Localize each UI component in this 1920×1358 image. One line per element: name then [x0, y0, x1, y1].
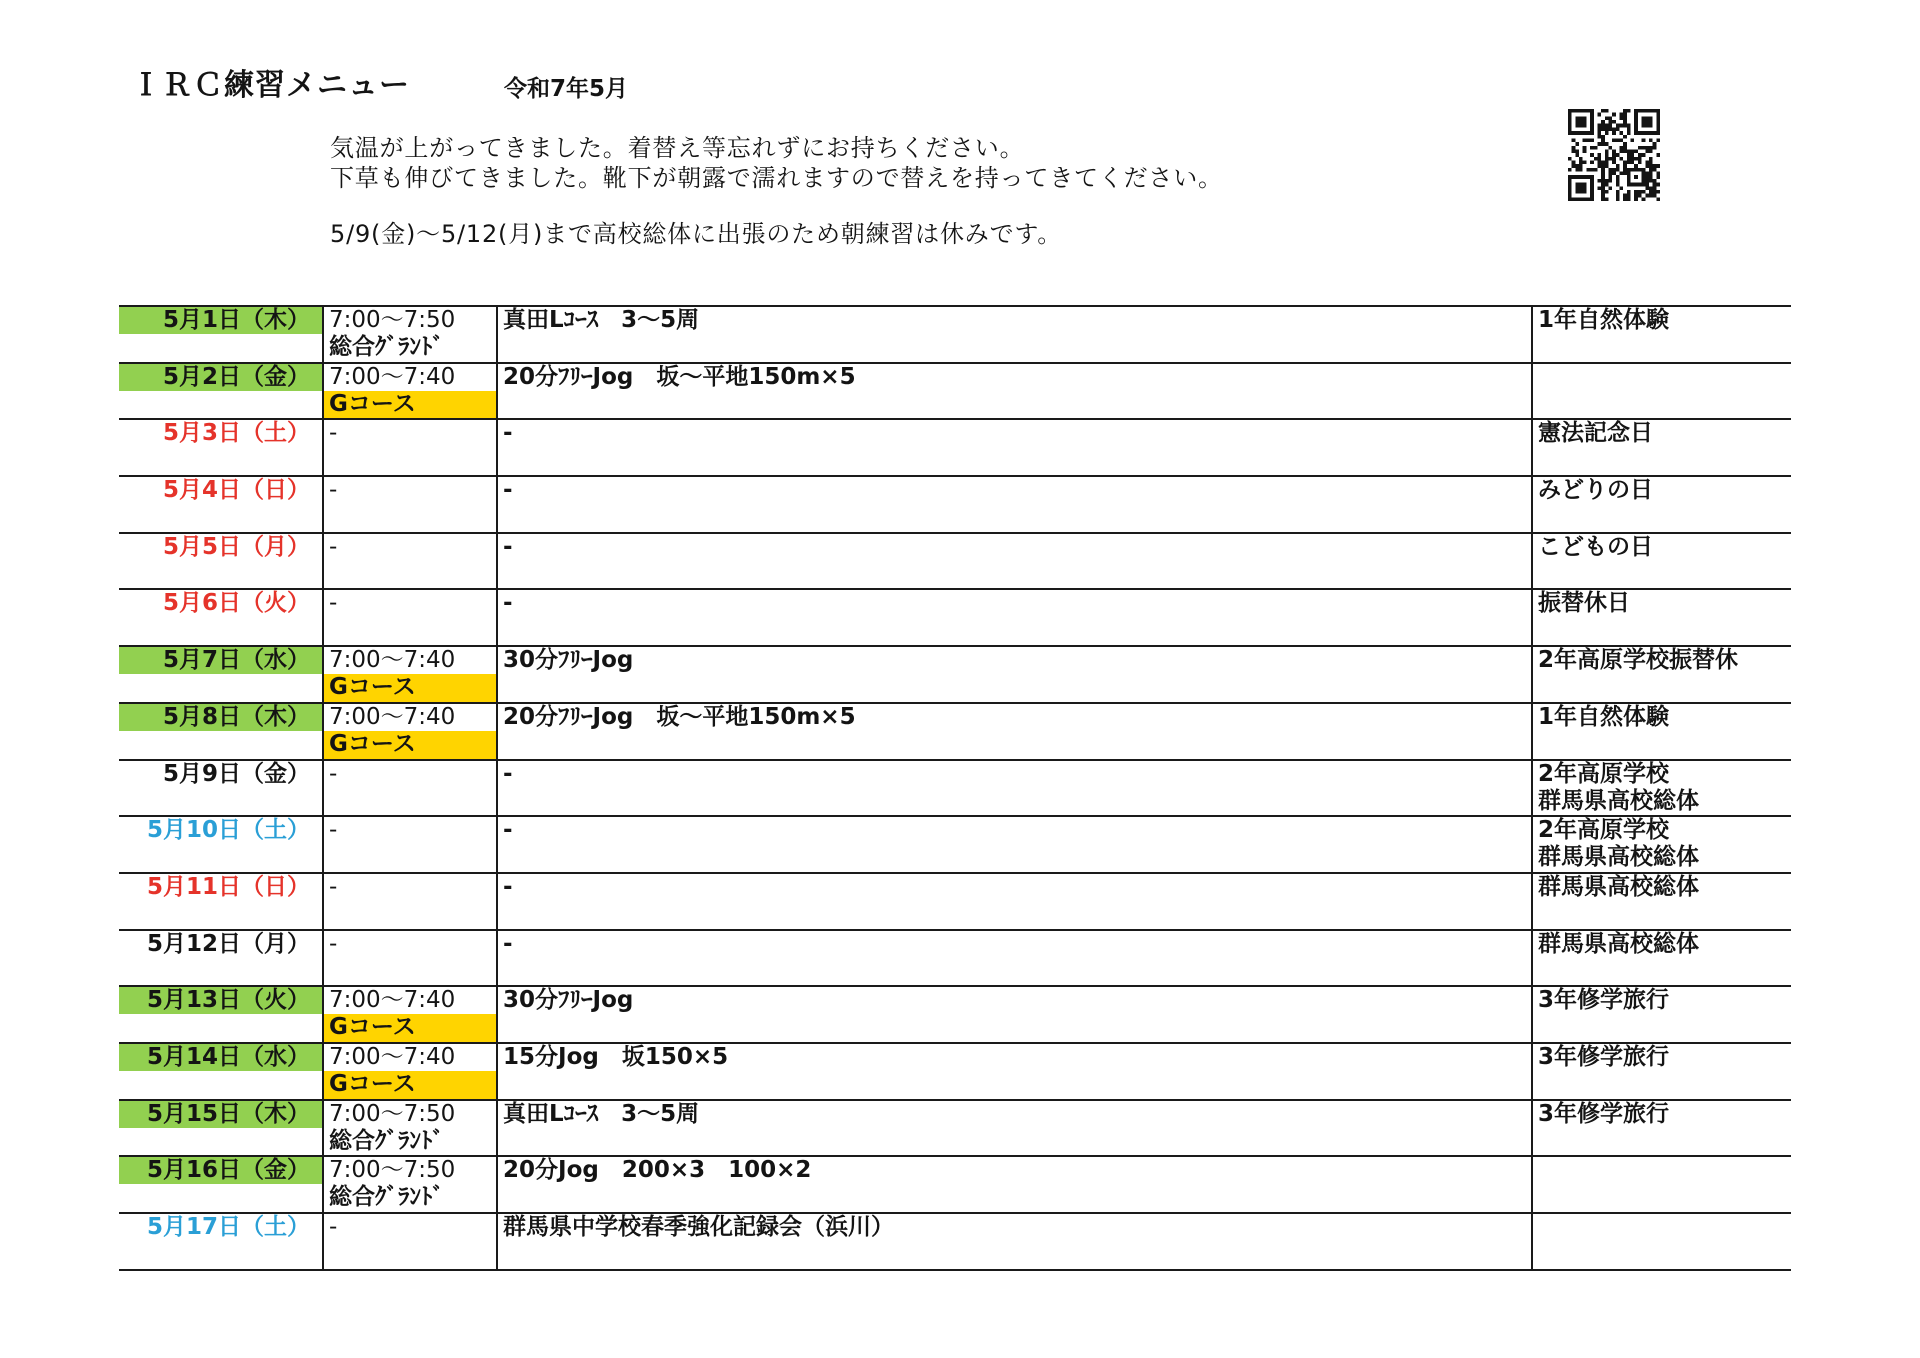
schedule-row: [119, 759, 1791, 816]
time-cell: [322, 364, 496, 419]
time-cell: [322, 534, 496, 589]
menu-label: 30分ﾌﾘｰJog: [503, 647, 634, 674]
schedule-row: [119, 532, 1791, 589]
note-label: こどもの日: [1538, 533, 1653, 560]
time-cell: [322, 704, 496, 759]
place-label: 総合ｸﾞﾗﾝﾄﾞ: [329, 1184, 444, 1211]
date-label: 5月16日（金）: [146, 1157, 310, 1184]
menu-cell: [496, 420, 1531, 475]
schedule-row: [119, 1212, 1791, 1269]
note-cell: [1531, 590, 1791, 645]
menu-cell: [496, 1101, 1531, 1156]
time-label: -: [329, 1214, 338, 1240]
time-label: 7:00～7:50: [329, 307, 456, 333]
menu-cell: [496, 874, 1531, 929]
schedule-row: [119, 702, 1791, 759]
date-label: 5月13日（火）: [146, 987, 310, 1014]
schedule-row: [119, 588, 1791, 645]
note-label: 群馬県高校総体: [1538, 930, 1699, 957]
date-cell: [119, 1101, 322, 1156]
date-label: 5月5日（月）: [162, 533, 310, 560]
date-cell: [119, 817, 322, 872]
time-cell: [322, 307, 496, 362]
menu-label: -: [503, 477, 513, 504]
date-cell: [119, 590, 322, 645]
time-cell: [322, 761, 496, 816]
document-title: ＩＲＣ練習メニュー: [131, 68, 410, 103]
menu-label: 真田Lｺｰｽ 3～5周: [503, 1100, 700, 1127]
note-label: みどりの日: [1538, 477, 1653, 504]
menu-cell: [496, 1157, 1531, 1212]
menu-label: -: [503, 533, 513, 560]
date-cell: [119, 987, 322, 1042]
menu-label: 真田Lｺｰｽ 3～5周: [503, 307, 700, 333]
time-label: 7:00～7:40: [329, 363, 456, 390]
date-highlight: [119, 534, 322, 561]
menu-cell: [496, 1044, 1531, 1099]
menu-label: 20分ﾌﾘｰJog 坂～平地150m×5: [503, 703, 856, 730]
note-cell: [1531, 364, 1791, 419]
place-label: Gコース: [324, 731, 496, 759]
date-label: 5月2日（金）: [162, 363, 310, 390]
time-cell: [322, 477, 496, 532]
menu-label: 15分Jog 坂150×5: [503, 1043, 729, 1070]
menu-cell: [496, 590, 1531, 645]
note-label: 1年自然体験: [1538, 307, 1670, 333]
menu-label: -: [503, 873, 513, 900]
date-cell: [119, 477, 322, 532]
note-cell: [1531, 1101, 1791, 1156]
date-label: 5月10日（土）: [146, 817, 310, 844]
menu-cell: [496, 1214, 1531, 1269]
qr-code: [1568, 109, 1660, 201]
date-highlight: [119, 761, 322, 788]
note-label: 3年修学旅行: [1538, 987, 1670, 1014]
place-label: 総合ｸﾞﾗﾝﾄﾞ: [329, 1127, 444, 1154]
date-highlight: [119, 647, 322, 674]
date-highlight: [119, 874, 322, 901]
time-cell: [322, 987, 496, 1042]
note-label: 群馬県高校総体: [1538, 787, 1699, 814]
date-cell: [119, 1044, 322, 1099]
note-cell: [1531, 307, 1791, 362]
place-label: Gコース: [324, 1014, 496, 1042]
schedule-row: [119, 929, 1791, 986]
document-period: 令和7年5月: [504, 76, 629, 102]
menu-label: -: [503, 590, 513, 617]
schedule-table: [119, 305, 1791, 1271]
time-label: -: [329, 533, 338, 560]
time-label: -: [329, 590, 338, 617]
time-cell: [322, 420, 496, 475]
time-label: 7:00～7:40: [329, 1043, 456, 1070]
menu-label: 30分ﾌﾘｰJog: [503, 987, 634, 1014]
schedule-row: [119, 305, 1791, 362]
note-cell: [1531, 477, 1791, 532]
date-cell: [119, 420, 322, 475]
menu-cell: [496, 534, 1531, 589]
date-highlight: [119, 1101, 322, 1128]
schedule-row: [119, 815, 1791, 872]
time-cell: [322, 817, 496, 872]
time-cell: [322, 647, 496, 702]
note-cell: [1531, 647, 1791, 702]
schedule-row: [119, 418, 1791, 475]
menu-cell: [496, 477, 1531, 532]
date-cell: [119, 761, 322, 816]
time-label: 7:00～7:50: [329, 1157, 456, 1184]
date-cell: [119, 534, 322, 589]
schedule-row: [119, 872, 1791, 929]
place-label: Gコース: [324, 674, 496, 702]
date-label: 5月7日（水）: [162, 647, 310, 674]
note-label: 2年高原学校: [1538, 817, 1670, 844]
note-cell: [1531, 817, 1791, 872]
menu-label: 20分Jog 200×3 100×2: [503, 1157, 812, 1184]
date-cell: [119, 647, 322, 702]
menu-label: 20分ﾌﾘｰJog 坂～平地150m×5: [503, 363, 856, 390]
note-cell: [1531, 420, 1791, 475]
note-cell: [1531, 1214, 1791, 1269]
schedule-row: [119, 1099, 1791, 1156]
date-cell: [119, 931, 322, 986]
note-cell: [1531, 534, 1791, 589]
date-cell: [119, 704, 322, 759]
date-highlight: [119, 1044, 322, 1071]
date-label: 5月11日（日）: [146, 873, 310, 900]
menu-cell: [496, 931, 1531, 986]
note-label: 振替休日: [1538, 590, 1630, 617]
date-highlight: [119, 817, 322, 844]
menu-label: -: [503, 420, 513, 447]
date-label: 5月14日（水）: [146, 1043, 310, 1070]
date-cell: [119, 307, 322, 362]
menu-label: 群馬県中学校春季強化記録会（浜川）: [503, 1214, 894, 1240]
time-label: 7:00～7:40: [329, 987, 456, 1014]
note-label: 2年高原学校振替休: [1538, 647, 1739, 674]
menu-label: -: [503, 760, 513, 787]
menu-label: -: [503, 817, 513, 844]
time-label: -: [329, 873, 338, 900]
time-label: -: [329, 930, 338, 957]
date-label: 5月1日（木）: [162, 307, 310, 333]
time-label: -: [329, 817, 338, 844]
schedule-row: [119, 1155, 1791, 1212]
date-label: 5月6日（火）: [162, 590, 310, 617]
menu-cell: [496, 307, 1531, 362]
notice-line: 5/9(金)～5/12(月)まで高校総体に出張のため朝練習は休みです。: [330, 220, 1063, 248]
time-label: 7:00～7:50: [329, 1100, 456, 1127]
note-label: 1年自然体験: [1538, 703, 1670, 730]
menu-cell: [496, 817, 1531, 872]
menu-cell: [496, 761, 1531, 816]
date-highlight: [119, 590, 322, 617]
menu-cell: [496, 364, 1531, 419]
note-cell: [1531, 704, 1791, 759]
menu-cell: [496, 987, 1531, 1042]
note-label: 3年修学旅行: [1538, 1043, 1670, 1070]
time-label: 7:00～7:40: [329, 703, 456, 730]
time-label: -: [329, 477, 338, 504]
note-label: 憲法記念日: [1538, 420, 1653, 447]
date-cell: [119, 1214, 322, 1269]
date-highlight: [119, 1157, 322, 1184]
date-highlight: [119, 704, 322, 731]
date-highlight: [119, 931, 322, 958]
date-label: 5月15日（木）: [146, 1100, 310, 1127]
time-cell: [322, 1044, 496, 1099]
time-cell: [322, 1214, 496, 1269]
date-highlight: [119, 364, 322, 391]
note-cell: [1531, 1157, 1791, 1212]
note-cell: [1531, 931, 1791, 986]
time-label: -: [329, 420, 338, 447]
time-cell: [322, 931, 496, 986]
menu-cell: [496, 704, 1531, 759]
notice-line: 気温が上がってきました。着替え等忘れずにお持ちください。: [330, 134, 1025, 162]
time-cell: [322, 1101, 496, 1156]
date-label: 5月4日（日）: [162, 477, 310, 504]
place-label: Gコース: [324, 391, 496, 419]
date-highlight: [119, 987, 322, 1014]
notice-line: 下草も伸びてきました。靴下が朝露で濡れますので替えを持ってきてください。: [330, 164, 1223, 192]
date-cell: [119, 874, 322, 929]
note-cell: [1531, 761, 1791, 816]
date-cell: [119, 1157, 322, 1212]
time-label: -: [329, 760, 338, 787]
date-highlight: [119, 307, 322, 334]
place-label: Gコース: [324, 1071, 496, 1099]
date-label: 5月8日（木）: [162, 703, 310, 730]
menu-label: -: [503, 930, 513, 957]
schedule-row: [119, 362, 1791, 419]
date-cell: [119, 364, 322, 419]
note-label: 2年高原学校: [1538, 760, 1670, 787]
schedule-row: [119, 475, 1791, 532]
note-cell: [1531, 874, 1791, 929]
time-cell: [322, 874, 496, 929]
time-cell: [322, 590, 496, 645]
note-label: 群馬県高校総体: [1538, 873, 1699, 900]
date-label: 5月17日（土）: [146, 1214, 310, 1240]
date-label: 5月3日（土）: [162, 420, 310, 447]
date-highlight: [119, 1214, 322, 1241]
time-label: 7:00～7:40: [329, 647, 456, 674]
date-highlight: [119, 420, 322, 447]
schedule-row: [119, 1042, 1791, 1099]
note-label: 群馬県高校総体: [1538, 844, 1699, 871]
note-cell: [1531, 1044, 1791, 1099]
schedule-row: [119, 645, 1791, 702]
note-label: 3年修学旅行: [1538, 1100, 1670, 1127]
place-label: 総合ｸﾞﾗﾝﾄﾞ: [329, 334, 444, 360]
date-label: 5月12日（月）: [146, 930, 310, 957]
schedule-row: [119, 985, 1791, 1042]
date-highlight: [119, 477, 322, 504]
menu-cell: [496, 647, 1531, 702]
note-cell: [1531, 987, 1791, 1042]
date-label: 5月9日（金）: [162, 760, 310, 787]
time-cell: [322, 1157, 496, 1212]
